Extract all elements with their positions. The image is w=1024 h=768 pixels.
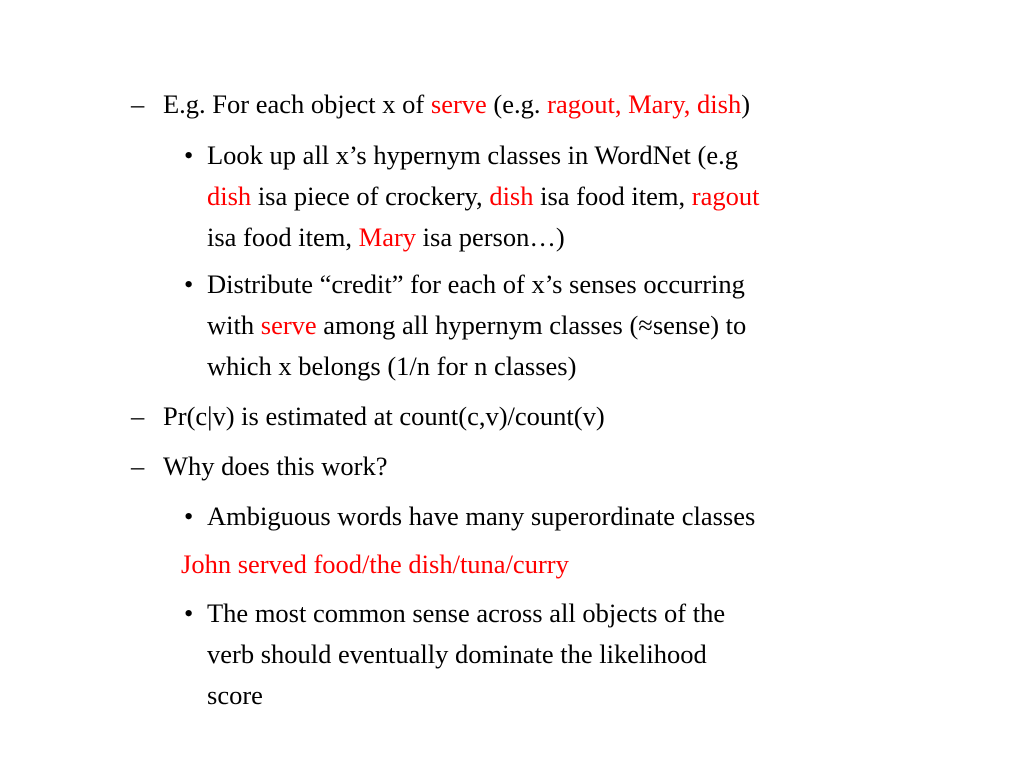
dash-item-eg-text — [163, 84, 750, 125]
bullet-marker: • — [184, 140, 194, 170]
bullet-item-lookup-line-1: Look up all x’s hypernym classes in WordNet (e.g — [207, 140, 738, 170]
bullet-marker: • — [184, 501, 194, 531]
dash-item-probability-text: Pr(c|v) is estimated at count(c,v)/count(v) — [163, 401, 605, 431]
text-segment: E.g. For each object x of — [163, 89, 431, 119]
bullet-marker: • — [184, 269, 194, 299]
word-ragout: ragout — [691, 181, 760, 211]
example-objects: ragout, Mary, dish — [547, 89, 742, 119]
text-segment: isa person…) — [416, 222, 565, 252]
dash-marker: – — [131, 89, 145, 119]
bullet-item-common-sense-line-1: The most common sense across all objects of the — [207, 598, 726, 628]
bullet-item-common-sense-line-3: score — [207, 680, 263, 710]
text-segment: isa food item, — [533, 181, 692, 211]
text-segment: (e.g. — [486, 89, 548, 119]
text-segment: ) — [741, 89, 751, 119]
word-mary: Mary — [358, 222, 417, 252]
text-segment: with — [207, 310, 261, 340]
bullet-item-distribute-line-1: Distribute “credit” for each of x’s senses occurring — [207, 269, 745, 299]
text-segment: among all hypernym classes (≈sense) to — [316, 310, 747, 340]
verb-serve: serve — [430, 89, 487, 119]
dash-item-why-text: Why does this work? — [163, 451, 388, 481]
verb-serve: serve — [260, 310, 317, 340]
bullet-item-lookup-line-3 — [207, 217, 565, 258]
bullet-item-lookup-line-2 — [207, 176, 759, 217]
word-dish: dish — [489, 181, 534, 211]
bullet-item-distribute-line-2 — [207, 305, 746, 346]
dash-marker: – — [131, 451, 145, 481]
bullet-marker: • — [184, 598, 194, 628]
example-sentence: John served food/the dish/tuna/curry — [181, 549, 569, 579]
dash-marker: – — [131, 401, 145, 431]
bullet-item-ambiguous-text: Ambiguous words have many superordinate classes — [207, 501, 756, 531]
text-segment: isa food item, — [207, 222, 359, 252]
bullet-item-common-sense-line-2: verb should eventually dominate the likelihood — [207, 639, 707, 669]
bullet-item-distribute-line-3: which x belongs (1/n for n classes) — [207, 351, 577, 381]
text-segment: isa piece of crockery, — [251, 181, 490, 211]
word-dish: dish — [207, 181, 252, 211]
